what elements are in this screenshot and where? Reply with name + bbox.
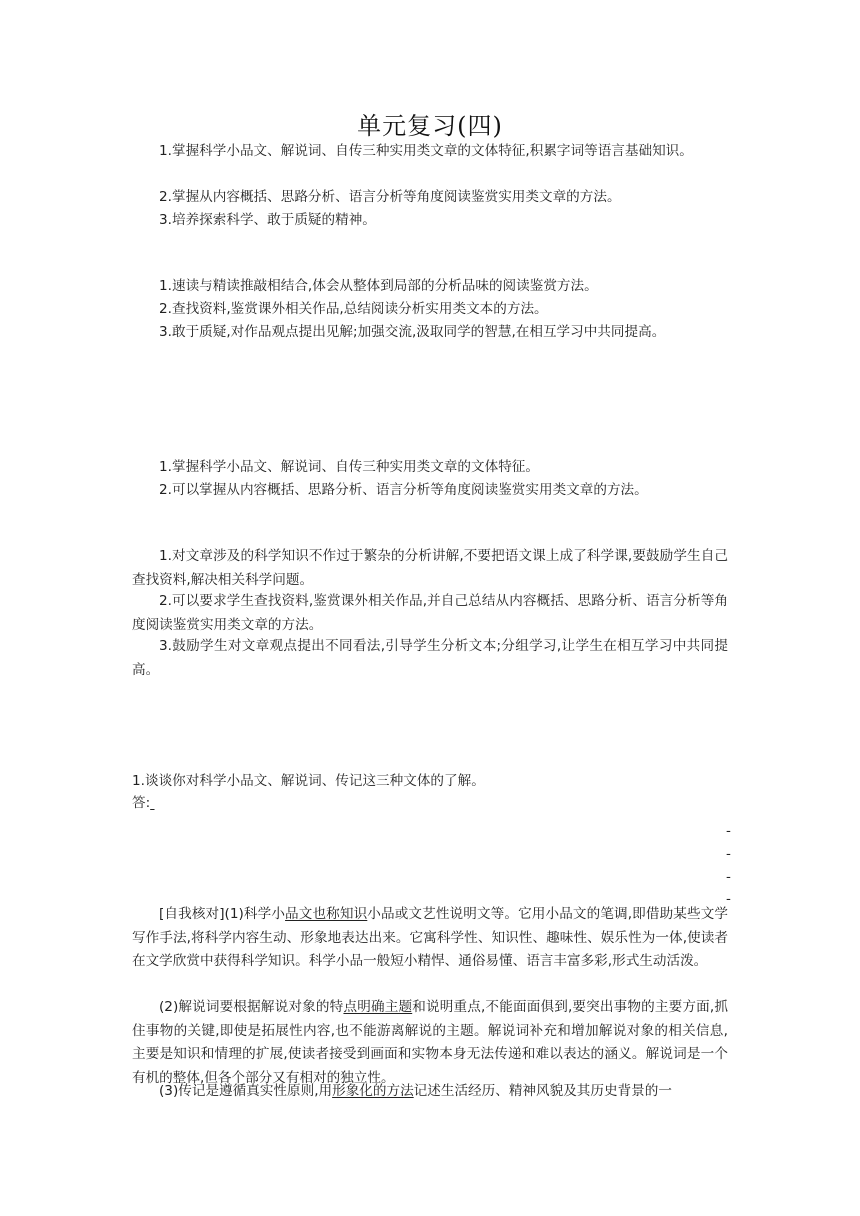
method-3: 3.敢于质疑,对作品观点提出见解;加强交流,汲取同学的智慧,在相互学习中共同提高。 [159, 324, 666, 340]
check-2-b: 和说明重点,不能面面俱到,要突出事物的主要方面,抓住事物的关键,即使是拓展性内容,也不能游离解说的主题。解说词补充和增加解说对象的相关信息,主要是知识和情理的扩展,使读者接受到画面和实物本身无法传递和难以表达的涵义。解说词是一个有机的整体,但各个部分又有相对的独立性。 [132, 999, 729, 1086]
check-1-underlined: 品文也称知识 [285, 906, 368, 922]
check-3-a: (3)传记是遵循真实性原则,用 [159, 1083, 333, 1099]
page-title: 单元复习(四) [357, 112, 503, 140]
goal-1: 1.掌握科学小品文、解说词、自传三种实用类文章的文体特征,积累字词等语言基础知识。 [159, 143, 693, 159]
goal-3: 3.培养探索科学、敢于质疑的精神。 [159, 212, 376, 228]
suggestion-3: 3.鼓励学生对文章观点提出不同看法,引导学生分析文本;分组学习,让学生在相互学习中共同提高。 [132, 638, 728, 678]
check-3-b: 记述生活经历、精神风貌及其历史背景的一 [413, 1083, 672, 1099]
check-2-a: (2)解说词要根据解说对象的特 [159, 999, 344, 1015]
method-1: 1.速读与精读推敲相结合,体会从整体到局部的分析品味的阅读鉴赏方法。 [159, 278, 598, 294]
answer-line-2: - [726, 846, 731, 862]
check-1-a: [自我核对](1)科学小 [159, 906, 286, 922]
suggestion-1: 1.对文章涉及的科学知识不作过于繁杂的分析讲解,不要把语文课上成了科学课,要鼓励学生自己查找资料,解决相关科学问题。 [132, 548, 728, 588]
check-paragraph-2 [132, 996, 728, 1090]
answer-label-text: 答: [132, 795, 151, 811]
method-2: 2.查找资料,鉴赏课外相关作品,总结阅读分析实用类文本的方法。 [159, 301, 548, 317]
check-1-b: 小品或文艺性说明文等。它用小品文的笔调,即借助某些文学写作手法,将科学内容生动、形象地表达出来。它寓科学性、知识性、趣味性、娱乐性为一体,使读者在文学欣赏中获得科学知识。科学小品一般短小精悍、通俗易懂、语言丰富多彩,形式生动活泼。 [132, 906, 728, 969]
suggestion-2: 2.可以要求学生查找资料,鉴赏课外相关作品,并自己总结从内容概括、思路分析、语言分析等角度阅读鉴赏实用类文章的方法。 [132, 593, 728, 633]
answer-blank [150, 795, 154, 811]
check-paragraph-3 [132, 1080, 728, 1104]
answer-label [132, 792, 155, 816]
answer-line-4: - [726, 891, 731, 907]
goal-2: 2.掌握从内容概括、思路分析、语言分析等角度阅读鉴赏实用类文章的方法。 [159, 189, 621, 205]
check-3-underlined: 形象化的方法 [332, 1083, 414, 1099]
answer-line-1: - [726, 823, 731, 839]
question: 1.谈谈你对科学小品文、解说词、传记这三种文体的了解。 [132, 773, 485, 789]
answer-line-3: - [726, 869, 731, 885]
key-point-2: 2.可以掌握从内容概括、思路分析、语言分析等角度阅读鉴赏实用类文章的方法。 [159, 482, 648, 498]
key-point-1: 1.掌握科学小品文、解说词、自传三种实用类文章的文体特征。 [159, 459, 539, 475]
check-2-underlined: 点明确主题 [343, 999, 413, 1015]
check-paragraph-1 [132, 903, 728, 974]
